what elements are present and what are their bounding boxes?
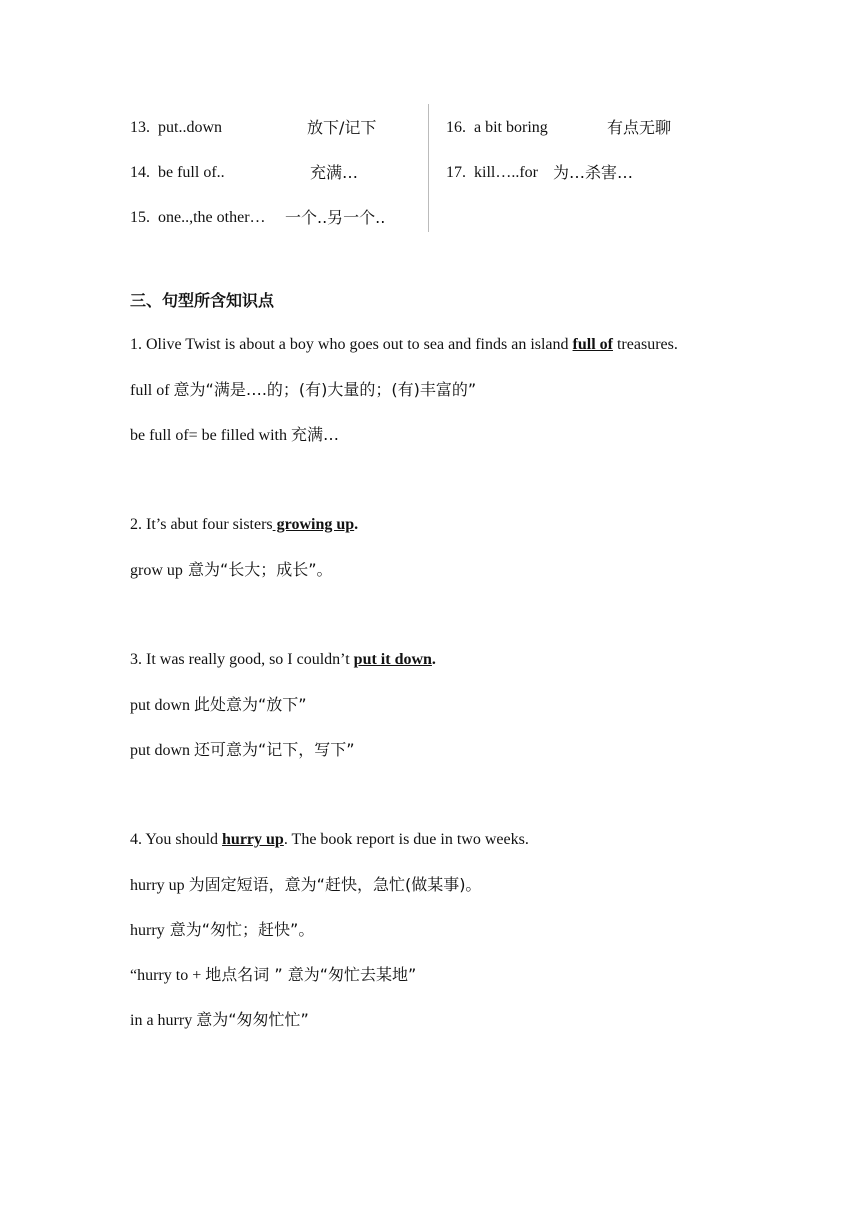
- vocab-column-right: [428, 104, 729, 232]
- vocab-meaning: 放下/记下: [307, 118, 377, 137]
- note-en: put down: [130, 697, 194, 714]
- note-en: grow up: [130, 562, 183, 579]
- sentence-text: .: [354, 516, 359, 533]
- vocab-row: [130, 161, 359, 185]
- vocab-meaning: 有点无聊: [607, 118, 672, 137]
- note-zh: 意为“长大；成长”。: [182, 560, 333, 579]
- vocab-row: [130, 116, 377, 140]
- vocab-meaning: 一个..另一个..: [285, 208, 386, 227]
- note-en: “hurry to +: [130, 967, 206, 984]
- note-zh: 意为“匆忙；赶快”。: [164, 920, 315, 939]
- sentence-3: [130, 648, 436, 672]
- sentence-text: 1. Olive Twist is about a boy who goes out to sea and finds an island: [130, 336, 573, 353]
- sentence-text: treasures.: [612, 336, 678, 353]
- sentence-text: 4. You should: [130, 831, 223, 848]
- vocab-term: be full of..: [158, 164, 225, 181]
- sentence-text: . The book report is due in two weeks.: [283, 831, 529, 848]
- sentence-text: 3. It was really good, so I couldn’t: [130, 651, 354, 668]
- section-title: 三、句型所含知识点: [130, 291, 275, 310]
- sentence-text: .: [431, 651, 436, 668]
- vocab-meaning: 充满…: [310, 163, 359, 182]
- note-zh: 地点名词 ” 意为“匆忙去某地”: [205, 965, 417, 984]
- vocab-number: 17.: [446, 164, 466, 181]
- note-en: in a hurry: [130, 1012, 197, 1029]
- note-line: [130, 378, 476, 402]
- vocab-term: put..down: [158, 119, 222, 136]
- sentence-text: 2. It’s abut four sisters: [130, 516, 273, 533]
- note-zh: 意为“满是….的；(有)大量的；(有)丰富的”: [173, 380, 477, 399]
- vocab-row: [130, 206, 386, 230]
- note-line: [130, 1008, 309, 1032]
- note-line: [130, 558, 333, 582]
- sentence-keyword: full of: [572, 336, 613, 353]
- vocab-term: a bit boring: [474, 119, 548, 136]
- vocab-number: 15.: [130, 209, 150, 226]
- vocab-column-left: [130, 104, 428, 232]
- note-line: [130, 423, 339, 447]
- note-line: [130, 963, 416, 987]
- vocab-number: 14.: [130, 164, 150, 181]
- note-en: put down: [130, 742, 194, 759]
- vocab-term: one..,the other…: [158, 209, 266, 226]
- vocab-meaning: 为…杀害…: [553, 163, 634, 182]
- note-zh: 充满…: [290, 425, 339, 444]
- vocab-table: [130, 104, 730, 232]
- sentence-4: [130, 828, 529, 852]
- note-zh: 还可意为“记下，写下”: [194, 740, 355, 759]
- note-zh: 意为“匆匆忙忙”: [196, 1010, 309, 1029]
- sentence-1: [130, 333, 678, 357]
- vocab-row: [446, 161, 634, 185]
- vocab-row: [446, 116, 672, 140]
- note-en: be full of= be filled with: [130, 427, 291, 444]
- sentence-keyword: hurry up: [222, 831, 284, 848]
- note-zh: 此处意为“放下”: [194, 695, 307, 714]
- sentence-2: [130, 513, 358, 537]
- note-zh: 为固定短语，意为“赶快，急忙(做某事)。: [188, 875, 482, 894]
- sentence-keyword: growing up: [272, 516, 355, 533]
- sentence-keyword: put it down: [353, 651, 432, 668]
- vocab-number: 13.: [130, 119, 150, 136]
- note-line: [130, 693, 307, 717]
- note-line: [130, 918, 314, 942]
- note-line: [130, 873, 481, 897]
- note-en: full of: [130, 382, 174, 399]
- note-en: hurry up: [130, 877, 189, 894]
- vocab-term: kill…..for: [474, 164, 538, 181]
- note-line: [130, 738, 355, 762]
- vocab-number: 16.: [446, 119, 466, 136]
- note-en: hurry: [130, 922, 165, 939]
